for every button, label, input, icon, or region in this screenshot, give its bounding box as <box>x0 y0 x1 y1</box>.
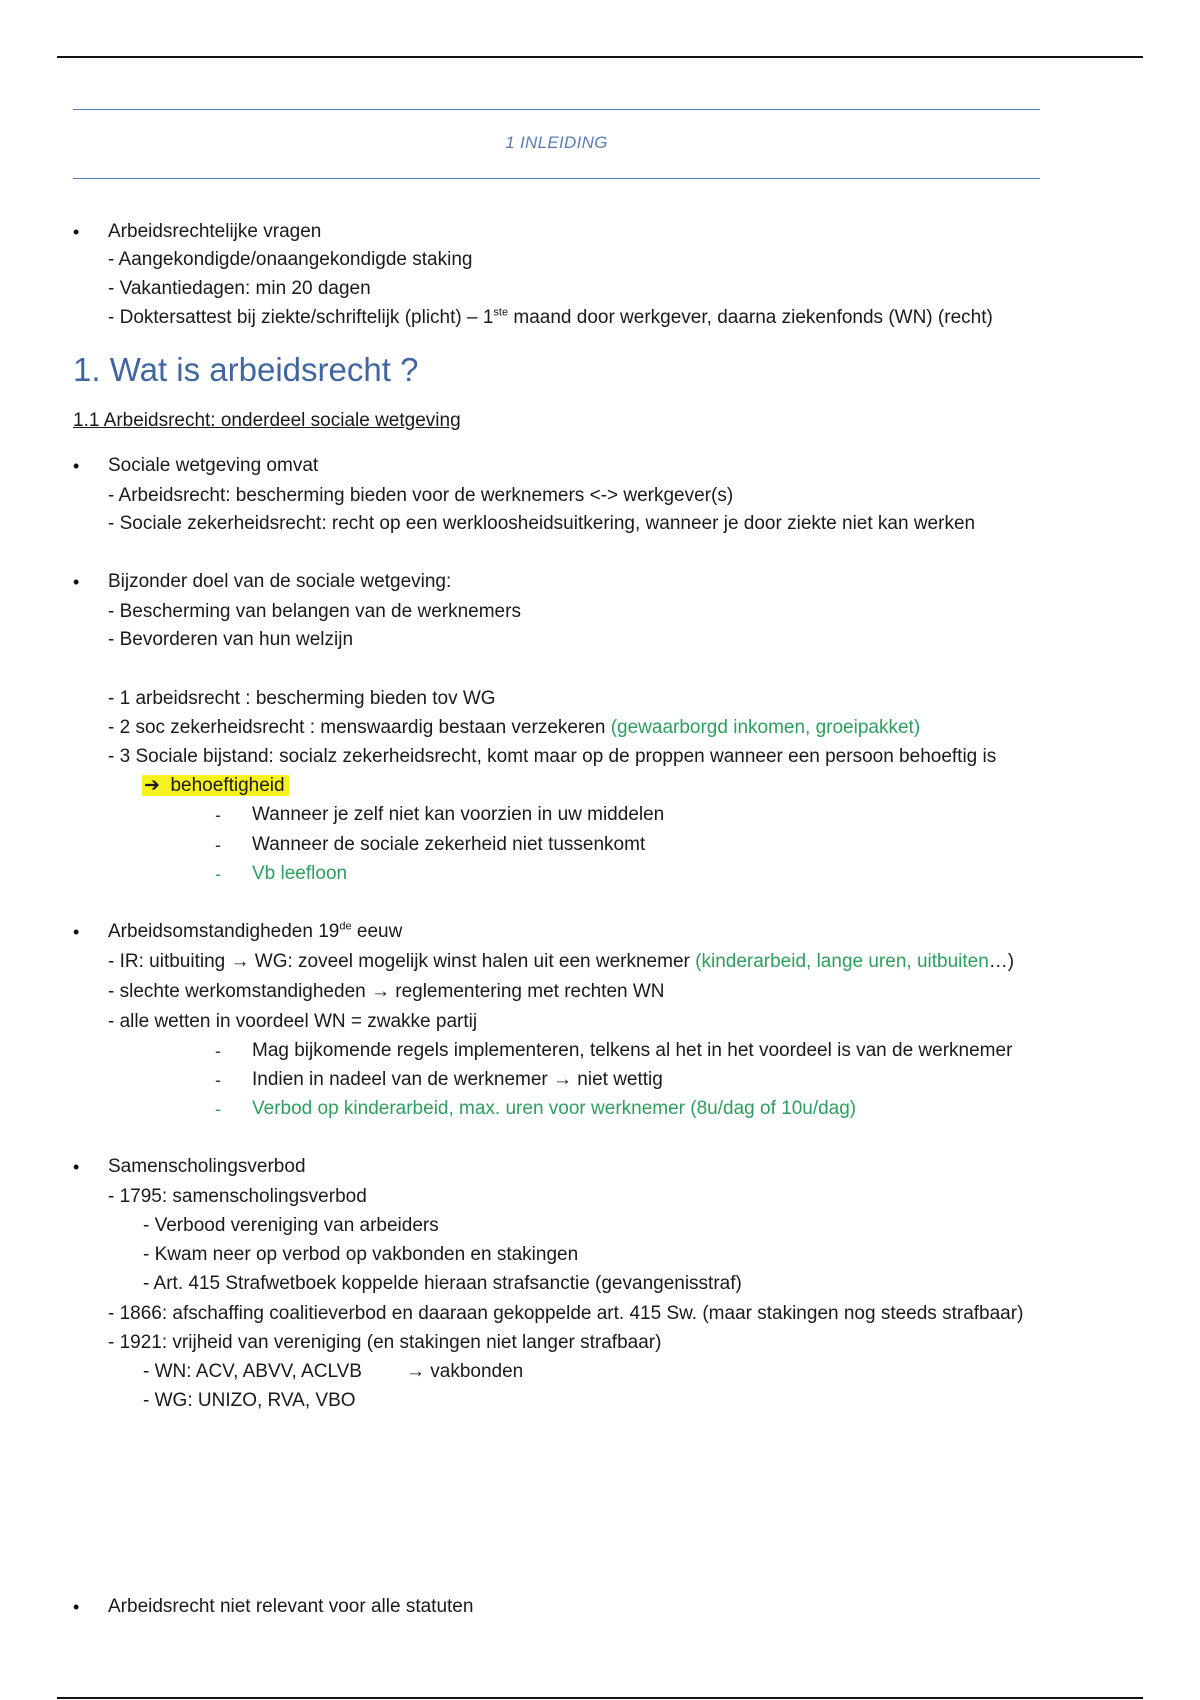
list-item <box>108 716 920 740</box>
list-item: - 1 arbeidsrecht : bescherming bieden tov WG <box>108 688 496 709</box>
bullet-icon: • <box>73 1157 80 1177</box>
bullet-icon: • <box>73 456 80 476</box>
sub-item-arrow-note: → vakbonden <box>406 1361 524 1382</box>
list-item: - 1921: vrijheid van vereniging (en stakingen niet langer strafbaar) <box>108 1332 662 1353</box>
sub-item: - Verbood vereniging van arbeiders <box>143 1215 439 1236</box>
sub-item: - Kwam neer op verbod op vakbonden en stakingen <box>143 1244 579 1265</box>
highlight-line <box>142 774 289 798</box>
list-item: - slechte werkomstandigheden → reglementering met rechten WN <box>108 981 665 1002</box>
dash-icon: - <box>215 805 221 825</box>
dash-icon: - <box>215 1099 221 1119</box>
sub-item: Mag bijkomende regels implementeren, telkens al het in het voordeel is van de werknemer <box>252 1040 1013 1061</box>
sub-item: - WG: UNIZO, RVA, VBO <box>143 1390 356 1411</box>
list-item: - Bevorderen van hun welzijn <box>108 629 354 650</box>
sub-item: Verbod op kinderarbeid, max. uren voor werknemer (8u/dag of 10u/dag) <box>252 1098 857 1119</box>
bullet-title: Samenscholingsverbod <box>108 1156 306 1177</box>
page-top-border <box>57 56 1143 58</box>
bullet-icon: • <box>73 572 80 592</box>
intro-item-text: maand door werkgever, daarna ziekenfonds (WN) (recht) <box>508 307 993 328</box>
green-note: (gewaarborgd inkomen, groeipakket) <box>610 717 921 738</box>
sub-item: Indien in nadeel van de werknemer → niet wettig <box>252 1069 663 1090</box>
dash-icon: - <box>215 864 221 884</box>
dash-icon: - <box>215 1070 221 1090</box>
sub-item: - WN: ACV, ABVV, ACLVB <box>143 1361 362 1382</box>
intro-item <box>108 306 993 330</box>
intro-item: - Vakantiedagen: min 20 dagen <box>108 278 371 299</box>
highlighted-term: behoeftigheid <box>170 775 285 796</box>
bullet-title-text: Arbeidsomstandigheden 19 <box>108 921 340 942</box>
list-item-text: - 2 soc zekerheidsrecht : menswaardig bestaan verzekeren <box>108 717 611 738</box>
list-item-text: - IR: uitbuiting → WG: zoveel mogelijk winst halen uit een werknemer <box>108 951 696 972</box>
intro-item-text: - Doktersattest bij ziekte/schriftelijk (plicht) – 1 <box>108 307 494 328</box>
list-item: - 1795: samenscholingsverbod <box>108 1186 367 1207</box>
bullet-title-text: eeuw <box>351 921 403 942</box>
intro-title: Arbeidsrechtelijke vragen <box>108 221 322 242</box>
bullet-title: Bijzonder doel van de sociale wetgeving: <box>108 571 452 592</box>
sub-item: Wanneer de sociale zekerheid niet tussenkomt <box>252 834 646 855</box>
chapter-title: 1 INLEIDING <box>505 133 608 152</box>
bullet-title: Arbeidsrecht niet relevant voor alle statuten <box>108 1596 474 1617</box>
list-item: - 3 Sociale bijstand: socialz zekerheidsrecht, komt maar op de proppen wanneer een persoon behoeftig is <box>108 746 997 767</box>
sub-item: - Art. 415 Strafwetboek koppelde hieraan strafsanctie (gevangenisstraf) <box>143 1273 742 1294</box>
dash-icon: - <box>215 1041 221 1061</box>
list-item: - Bescherming van belangen van de werknemers <box>108 601 521 622</box>
sub-item: Wanneer je zelf niet kan voorzien in uw middelen <box>252 804 665 825</box>
list-item <box>108 950 1014 974</box>
green-note: (kinderarbeid, lange uren, uitbuiten <box>695 951 989 972</box>
list-item: - alle wetten in voordeel WN = zwakke partij <box>108 1011 478 1032</box>
bullet-title: Sociale wetgeving omvat <box>108 455 319 476</box>
bullet-icon: • <box>73 1597 80 1617</box>
list-item-text: …) <box>988 951 1015 972</box>
superscript: de <box>339 920 352 933</box>
sub-item: Vb leefloon <box>252 863 348 884</box>
list-item: - Sociale zekerheidsrecht: recht op een werkloosheidsuitkering, wanneer je door ziekte niet kan werken <box>108 513 976 534</box>
section-heading: 1. Wat is arbeidsrecht ? <box>73 351 419 388</box>
list-item: - 1866: afschaffing coalitieverbod en daaraan gekoppelde art. 415 Sw. (maar stakingen nog steeds strafbaar) <box>108 1303 1024 1324</box>
subsection-heading: 1.1 Arbeidsrecht: onderdeel sociale wetgeving <box>73 410 461 431</box>
bullet-title <box>108 920 402 944</box>
superscript: ste <box>493 306 509 319</box>
intro-item: - Aangekondigde/onaangekondigde staking <box>108 249 473 270</box>
list-item: - Arbeidsrecht: bescherming bieden voor de werknemers <-> werkgever(s) <box>108 485 734 506</box>
bullet-icon: • <box>73 922 80 942</box>
title-top-rule <box>73 109 1040 110</box>
dash-icon: - <box>215 835 221 855</box>
arrow-icon: ➔ <box>144 775 160 796</box>
title-bottom-rule <box>73 178 1040 179</box>
bullet-icon: • <box>73 222 80 242</box>
page-bottom-border <box>57 1697 1143 1699</box>
